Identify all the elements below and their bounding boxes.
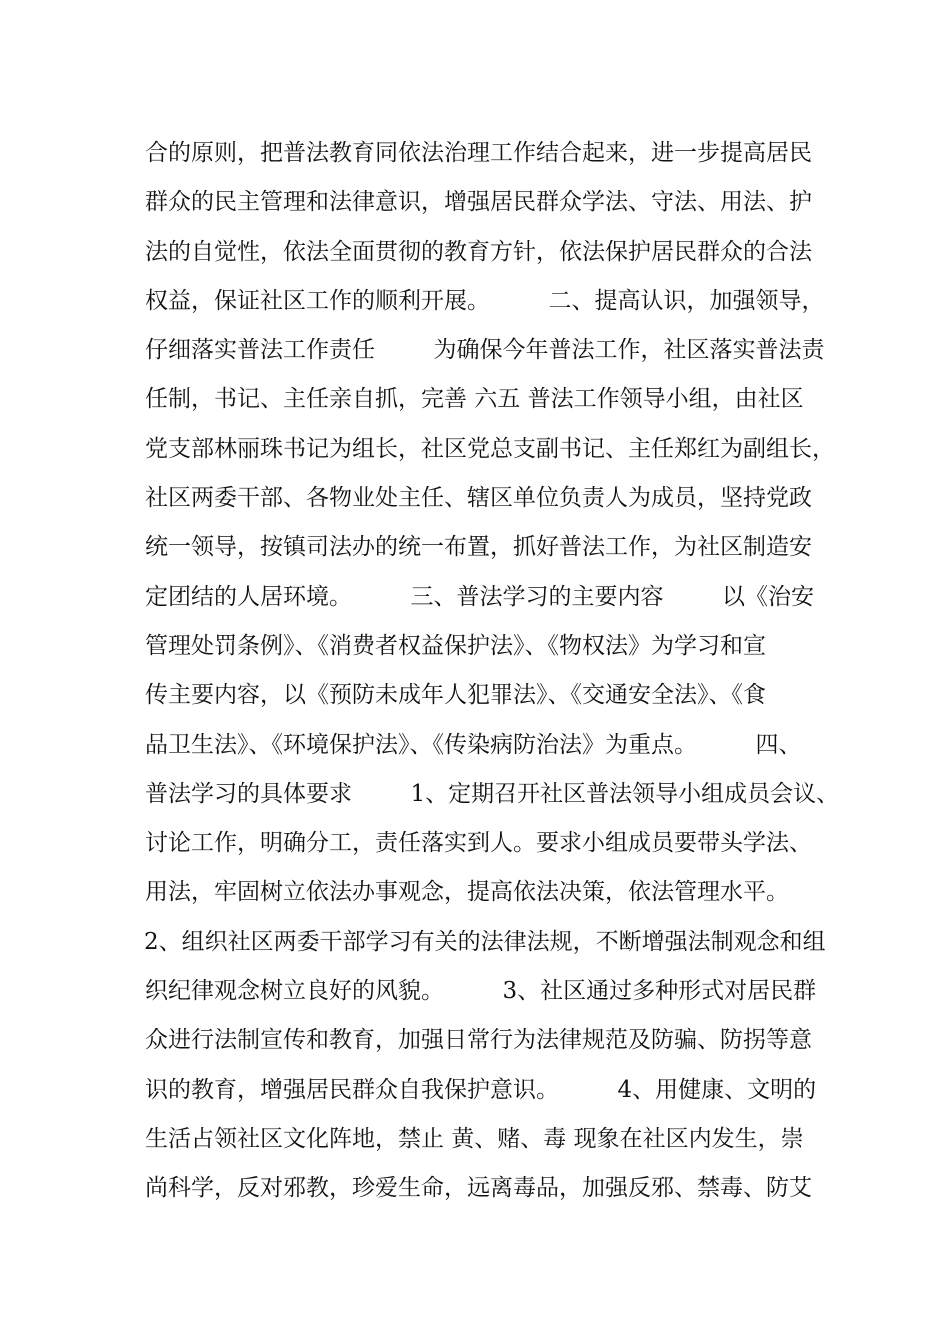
text-line: 定团结的人居环境。 三、普法学习的主要内容 以《治安 xyxy=(145,583,814,610)
text-line: 众进行法制宣传和教育，加强日常行为法律规范及防骗、防拐等意 xyxy=(145,1027,812,1054)
text-line: 讨论工作，明确分工，责任落实到人。要求小组成员要带头学法、 xyxy=(145,830,812,857)
text-line: 尚科学，反对邪教，珍爱生命，远离毒品，加强反邪、禁毒、防艾 xyxy=(145,1175,812,1202)
text-line: 生活占领社区文化阵地，禁止 黄、赌、毒 现象在社区内发生，崇 xyxy=(145,1125,804,1152)
text-line: 社区两委干部、各物业处主任、辖区单位负责人为成员，坚持党政 xyxy=(145,485,812,512)
text-line: 管理处罚条例》、《消费者权益保护法》、《物权法》为学习和宣 xyxy=(145,632,766,659)
text-line: 权益，保证社区工作的顺利开展。 二、提高认识，加强领导， xyxy=(145,287,825,314)
text-line: 织纪律观念树立良好的风貌。 3、社区通过多种形式对居民群 xyxy=(145,978,817,1005)
text-line: 群众的民主管理和法律意识，增强居民群众学法、守法、用法、护 xyxy=(145,189,812,216)
text-line: 识的教育，增强居民群众自我保护意识。 4、用健康、文明的 xyxy=(145,1076,817,1103)
text-line: 党支部林丽珠书记为组长，社区党总支副书记、主任郑红为副组长， xyxy=(145,435,835,462)
text-line: 品卫生法》、《环境保护法》、《传染病防治法》为重点。 四、 xyxy=(145,731,802,758)
text-line: 2、组织社区两委干部学习有关的法律法规，不断增强法制观念和组 xyxy=(144,928,826,955)
body-text xyxy=(145,129,845,1214)
text-line: 任制，书记、主任亲自抓，完善 六五 普法工作领导小组，由社区 xyxy=(145,386,804,413)
text-line: 传主要内容，以《预防未成年人犯罪法》、《交通安全法》、《食 xyxy=(145,682,766,709)
text-line: 仔细落实普法工作责任 为确保今年普法工作，社区落实普法责 xyxy=(145,337,825,364)
text-line: 普法学习的具体要求 1、定期召开社区普法领导小组成员会议、 xyxy=(145,780,840,807)
text-line: 用法，牢固树立依法办事观念，提高依法决策，依法管理水平。 xyxy=(145,879,789,906)
text-line: 合的原则，把普法教育同依法治理工作结合起来，进一步提高居民 xyxy=(145,140,812,166)
text-line: 法的自觉性，依法全面贯彻的教育方针，依法保护居民群众的合法 xyxy=(145,238,812,265)
text-line: 统一领导，按镇司法办的统一布置，抓好普法工作，为社区制造安 xyxy=(145,534,812,561)
